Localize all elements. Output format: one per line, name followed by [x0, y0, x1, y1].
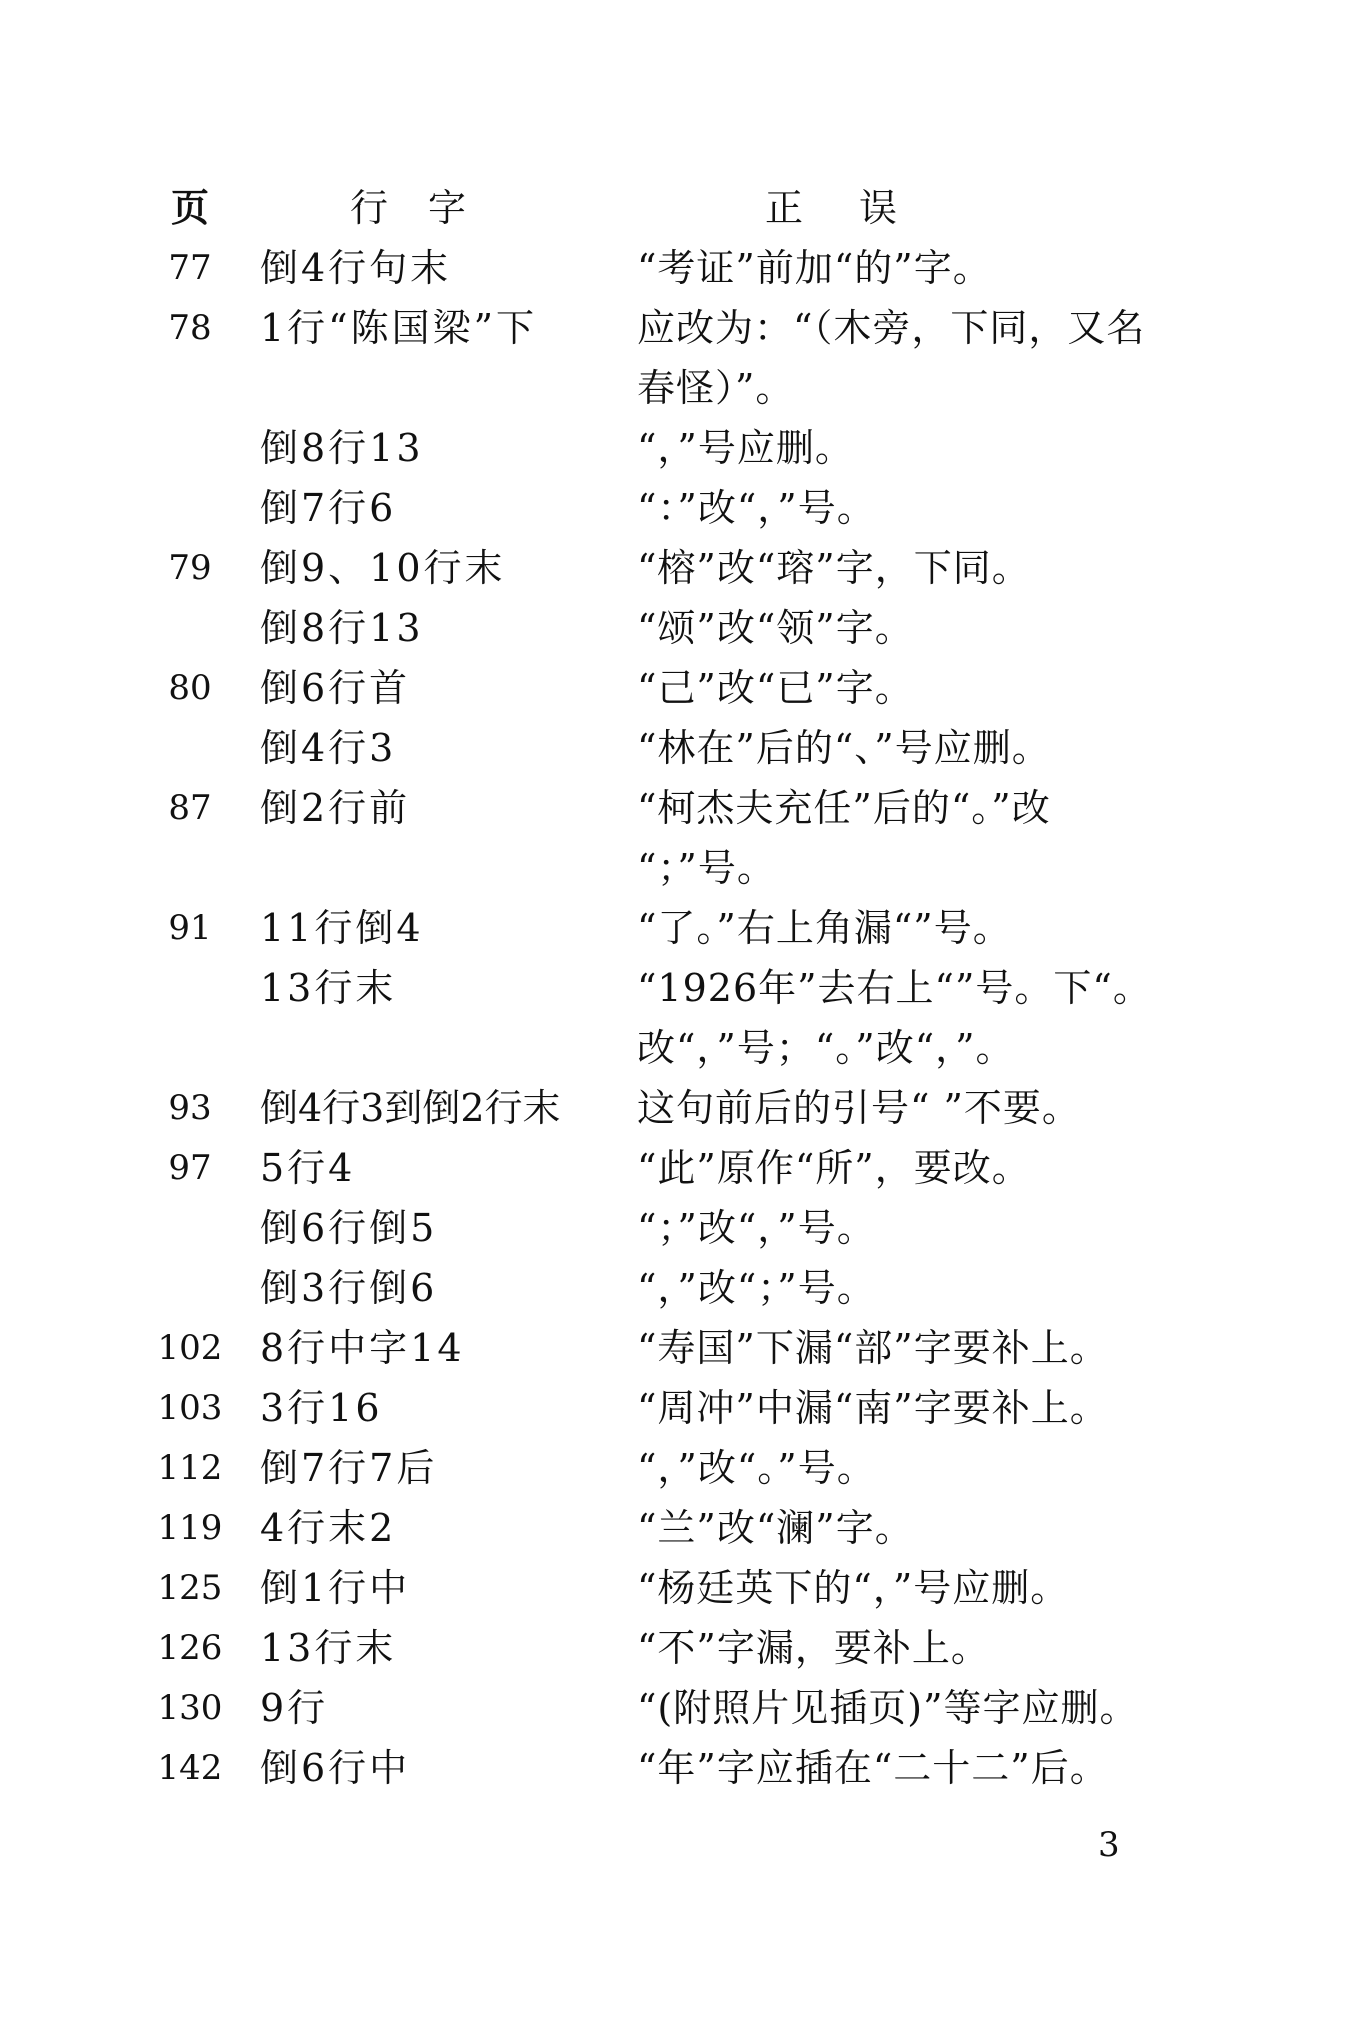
row-line: 倒8行13: [260, 426, 424, 470]
row-page: 125: [157, 1568, 223, 1608]
row-line: 3行16: [260, 1386, 383, 1430]
row-page: 87: [168, 788, 212, 828]
header-line-char: 行字: [350, 186, 507, 230]
row-correction: “寿国”下漏“部”字要补上。: [637, 1326, 1109, 1370]
row-correction: “，”改“。”号。: [637, 1446, 876, 1490]
errata-row: [0, 358, 1351, 418]
row-correction: “柯杰夫充任”后的“。”改: [637, 786, 1051, 830]
errata-row: [0, 898, 1351, 958]
row-page: 142: [157, 1748, 223, 1788]
row-page: 78: [168, 308, 212, 348]
errata-row: [0, 1498, 1351, 1558]
row-line: 13行末: [260, 1626, 397, 1670]
row-page: 102: [157, 1328, 223, 1368]
row-line: 倒6行倒5: [260, 1206, 438, 1250]
row-line: 4行末2: [260, 1506, 397, 1550]
row-correction: “了。”右上角漏“”号。: [637, 906, 1012, 950]
row-page: 80: [168, 668, 212, 708]
row-line: 倒4行3到倒2行末: [260, 1086, 561, 1130]
row-page: 103: [157, 1388, 223, 1428]
errata-row: [0, 778, 1351, 838]
row-correction: “兰”改“澜”字。: [637, 1506, 914, 1550]
row-correction: 应改为：“（木旁，下同，又名: [637, 306, 1146, 350]
row-line: 倒9、10行末: [260, 546, 506, 590]
row-page: 97: [168, 1148, 212, 1188]
row-page: 119: [157, 1508, 223, 1548]
row-correction: 这句前后的引号“ ”不要。: [637, 1086, 1081, 1130]
row-correction: “；”改“，”号。: [637, 1206, 876, 1250]
row-correction: “；”号。: [637, 846, 776, 890]
row-line: 倒4行3: [260, 726, 397, 770]
row-correction: “1926年”去右上“”号。下“。: [637, 966, 1152, 1010]
row-line: 13行末: [260, 966, 397, 1010]
row-line: 倒4行句末: [260, 246, 452, 290]
row-line: 倒3行倒6: [260, 1266, 438, 1310]
errata-row: [0, 718, 1351, 778]
row-correction: “不”字漏，要补上。: [637, 1626, 990, 1670]
errata-row: [0, 1138, 1351, 1198]
errata-row: [0, 238, 1351, 298]
row-page: 93: [168, 1088, 212, 1128]
row-line: 倒7行6: [260, 486, 397, 530]
errata-row: [0, 1018, 1351, 1078]
page-number: 3: [1098, 1825, 1120, 1865]
row-correction: 春怪）”。: [637, 366, 795, 410]
errata-header: [0, 178, 1351, 238]
errata-row: [0, 1678, 1351, 1738]
row-correction: “周冲”中漏“南”字要补上。: [637, 1386, 1109, 1430]
errata-row: [0, 1378, 1351, 1438]
errata-row: [0, 838, 1351, 898]
errata-row: [0, 1738, 1351, 1798]
row-line: 5行4: [260, 1146, 356, 1190]
errata-row: [0, 1438, 1351, 1498]
errata-row: [0, 1078, 1351, 1138]
row-line: 8行中字14: [260, 1326, 465, 1370]
row-correction: “杨廷英下的“，”号应删。: [637, 1566, 1070, 1610]
errata-row: [0, 298, 1351, 358]
errata-row: [0, 598, 1351, 658]
row-line: 1行“陈国梁”下: [260, 306, 538, 350]
row-correction: “年”字应插在“二十二”后。: [637, 1746, 1109, 1790]
errata-row: [0, 1258, 1351, 1318]
row-correction: “，”改“；”号。: [637, 1266, 876, 1310]
row-correction: “颂”改“领”字。: [637, 606, 914, 650]
row-page: 130: [157, 1688, 223, 1728]
errata-row: [0, 1198, 1351, 1258]
row-line: 11行倒4: [260, 906, 424, 950]
errata-row: [0, 478, 1351, 538]
row-page: 112: [157, 1448, 223, 1488]
row-line: 倒7行7后: [260, 1446, 438, 1490]
row-line: 倒8行13: [260, 606, 424, 650]
row-line: 倒2行前: [260, 786, 411, 830]
header-page: 页: [170, 185, 209, 230]
row-line: 9行: [260, 1686, 329, 1730]
row-correction: “，”号应删。: [637, 426, 854, 470]
errata-row: [0, 1558, 1351, 1618]
header-correction: 正误: [765, 186, 954, 230]
errata-row: [0, 658, 1351, 718]
row-correction: “(附照片见插页)”等字应删。: [637, 1686, 1139, 1730]
row-correction: “林在”后的“、”号应删。: [637, 726, 1051, 770]
row-correction: 改“，”号；“。”改“，”。: [637, 1026, 1015, 1070]
errata-row: [0, 1618, 1351, 1678]
row-line: 倒6行首: [260, 666, 411, 710]
row-correction: “此”原作“所”，要改。: [637, 1146, 1031, 1190]
row-correction: “：”改“，”号。: [637, 486, 876, 530]
row-correction: “己”改“已”字。: [637, 666, 914, 710]
errata-row: [0, 958, 1351, 1018]
row-line: 倒1行中: [260, 1566, 411, 1610]
errata-row: [0, 418, 1351, 478]
row-page: 77: [168, 248, 212, 288]
row-line: 倒6行中: [260, 1746, 411, 1790]
row-correction: “考证”前加“的”字。: [637, 246, 992, 290]
row-page: 79: [168, 548, 212, 588]
errata-row: [0, 538, 1351, 598]
row-correction: “榕”改“瑢”字，下同。: [637, 546, 1031, 590]
errata-row: [0, 1318, 1351, 1378]
row-page: 126: [157, 1628, 223, 1668]
row-page: 91: [168, 908, 212, 948]
